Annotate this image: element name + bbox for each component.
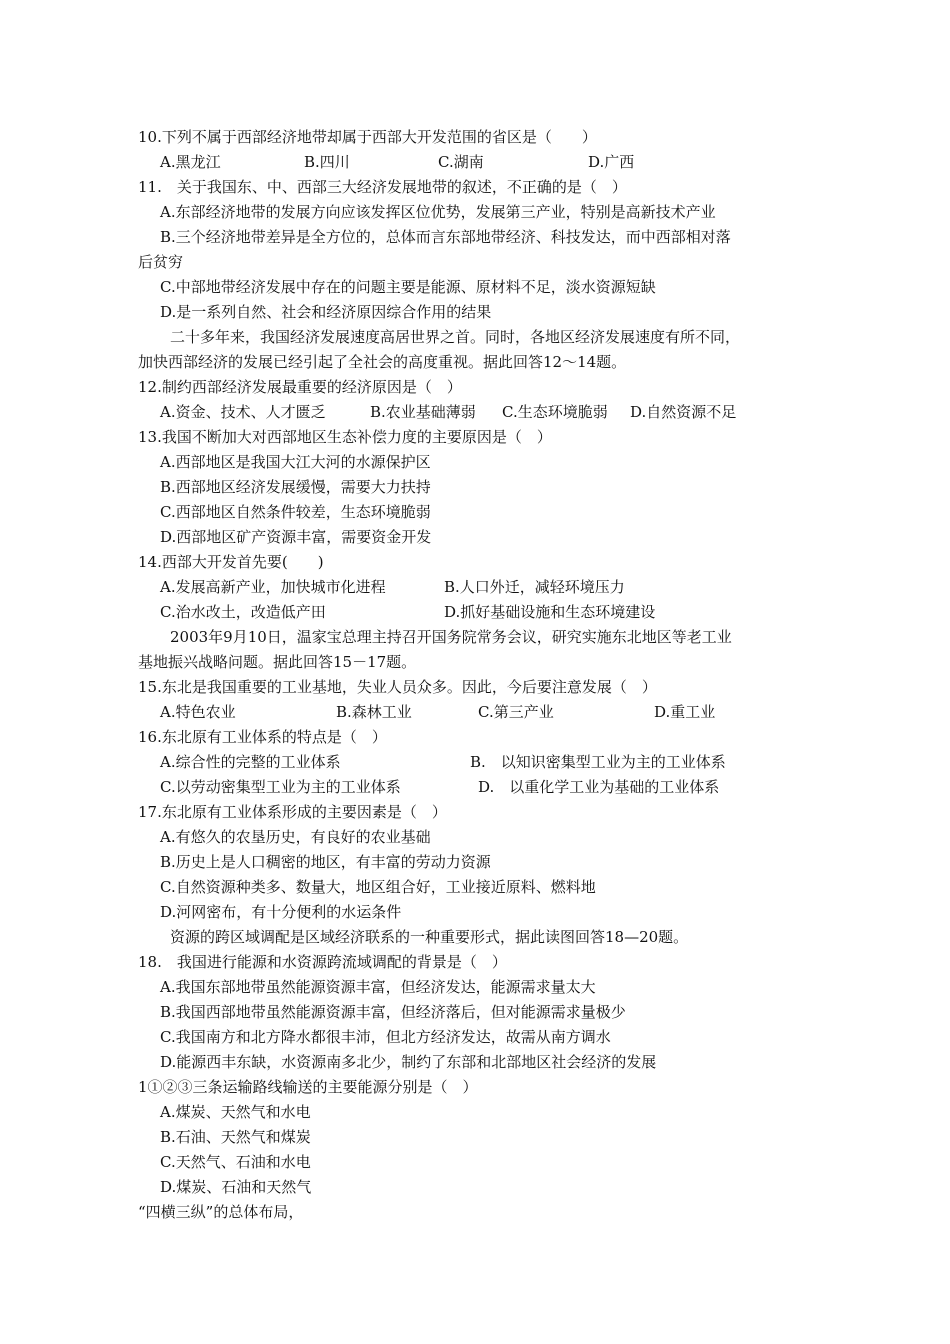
option-c: C.以劳动密集型工业为主的工业体系 [160, 778, 401, 796]
option-d: D.广西 [588, 153, 635, 171]
option-b: B.人口外迁，减轻环境压力 [444, 578, 625, 596]
question-19-option-b: B.石油、天然气和煤炭 [160, 1128, 311, 1146]
question-11-option-b-cont: 后贫穷 [138, 253, 184, 271]
question-11-option-a: A.东部经济地带的发展方向应该发挥区位优势，发展第三产业，特别是高新技术产业 [160, 203, 716, 221]
question-19-option-a: A.煤炭、天然气和水电 [160, 1103, 311, 1121]
trailing-fragment: “四横三纵”的总体布局， [138, 1203, 304, 1221]
option-a: A.综合性的完整的工业体系 [160, 753, 341, 771]
question-18-option-b: B.我国西部地带虽然能源资源丰富，但经济落后，但对能源需求量极少 [160, 1003, 626, 1021]
intro-15-17-line-1: 2003年9月10日，温家宝总理主持召开国务院常务会议，研究实施东北地区等老工业 [170, 628, 732, 646]
option-b: B. 以知识密集型工业为主的工业体系 [470, 753, 726, 771]
option-b: B.四川 [304, 153, 350, 171]
option-c: C.治水改土，改造低产田 [160, 603, 326, 621]
option-d: D.抓好基础设施和生态环境建设 [444, 603, 656, 621]
question-12-stem: 12.制约西部经济发展最重要的经济原因是（ ） [138, 378, 462, 396]
question-13-option-d: D.西部地区矿产资源丰富，需要资金开发 [160, 528, 432, 546]
option-d: D. 以重化学工业为基础的工业体系 [478, 778, 720, 796]
question-11-option-d: D.是一系列自然、社会和经济原因综合作用的结果 [160, 303, 492, 321]
question-15-stem: 15.东北是我国重要的工业基地，失业人员众多。因此，今后要注意发展（ ） [138, 678, 657, 696]
intro-12-14-line-2: 加快西部经济的发展已经引起了全社会的高度重视。据此回答12～14题。 [138, 353, 627, 371]
question-11-option-b: B.三个经济地带差异是全方位的，总体而言东部地带经济、科技发达，而中西部相对落 [160, 228, 731, 246]
question-17-option-b: B.历史上是人口稠密的地区，有丰富的劳动力资源 [160, 853, 491, 871]
question-18-option-d: D.能源西丰东缺，水资源南多北少，制约了东部和北部地区社会经济的发展 [160, 1053, 657, 1071]
question-17-option-a: A.有悠久的农垦历史，有良好的农业基础 [160, 828, 431, 846]
question-13-option-b: B.西部地区经济发展缓慢，需要大力扶持 [160, 478, 431, 496]
question-17-option-c: C.自然资源种类多、数量大，地区组合好，工业接近原料、燃料地 [160, 878, 596, 896]
option-b: B.森林工业 [336, 703, 412, 721]
question-18-stem: 18. 我国进行能源和水资源跨流域调配的背景是（ ） [138, 953, 507, 971]
question-19-option-c: C.天然气、石油和水电 [160, 1153, 311, 1171]
option-d: D.重工业 [654, 703, 716, 721]
option-c: C.湖南 [438, 153, 484, 171]
question-13-option-a: A.西部地区是我国大江大河的水源保护区 [160, 453, 431, 471]
option-a: A.特色农业 [160, 703, 236, 721]
option-a: A.资金、技术、人才匮乏 [160, 403, 326, 421]
intro-12-14-line-1: 二十多年来，我国经济发展速度高居世界之首。同时，各地区经济发展速度有所不同， [170, 328, 741, 346]
question-17-option-d: D.河网密布，有十分便利的水运条件 [160, 903, 402, 921]
option-b: B.农业基础薄弱 [370, 403, 476, 421]
question-19-stem: 1①②③三条运输路线输送的主要能源分别是（ ） [138, 1078, 478, 1096]
question-14-stem: 14.西部大开发首先要( ) [138, 553, 324, 571]
question-18-option-a: A.我国东部地带虽然能源资源丰富，但经济发达，能源需求量太大 [160, 978, 596, 996]
question-11-option-c: C.中部地带经济发展中存在的问题主要是能源、原材料不足，淡水资源短缺 [160, 278, 656, 296]
option-a: A.发展高新产业，加快城市化进程 [160, 578, 386, 596]
question-10-stem: 10.下列不属于西部经济地带却属于西部大开发范围的省区是（ ） [138, 128, 597, 146]
option-c: C.生态环境脆弱 [502, 403, 608, 421]
question-16-stem: 16.东北原有工业体系的特点是（ ） [138, 728, 387, 746]
question-18-option-c: C.我国南方和北方降水都很丰沛，但北方经济发达，故需从南方调水 [160, 1028, 611, 1046]
question-19-option-d: D.煤炭、石油和天然气 [160, 1178, 312, 1196]
option-c: C.第三产业 [478, 703, 554, 721]
question-13-option-c: C.西部地区自然条件较差，生态环境脆弱 [160, 503, 431, 521]
option-a: A.黑龙江 [160, 153, 221, 171]
option-d: D.自然资源不足 [630, 403, 737, 421]
intro-18-20: 资源的跨区域调配是区域经济联系的一种重要形式，据此读图回答18—20题。 [170, 928, 689, 946]
question-17-stem: 17.东北原有工业体系形成的主要因素是（ ） [138, 803, 447, 821]
question-13-stem: 13.我国不断加大对西部地区生态补偿力度的主要原因是（ ） [138, 428, 552, 446]
question-11-stem: 11. 关于我国东、中、西部三大经济发展地带的叙述，不正确的是（ ） [138, 178, 627, 196]
intro-15-17-line-2: 基地振兴战略问题。据此回答15－17题。 [138, 653, 417, 671]
